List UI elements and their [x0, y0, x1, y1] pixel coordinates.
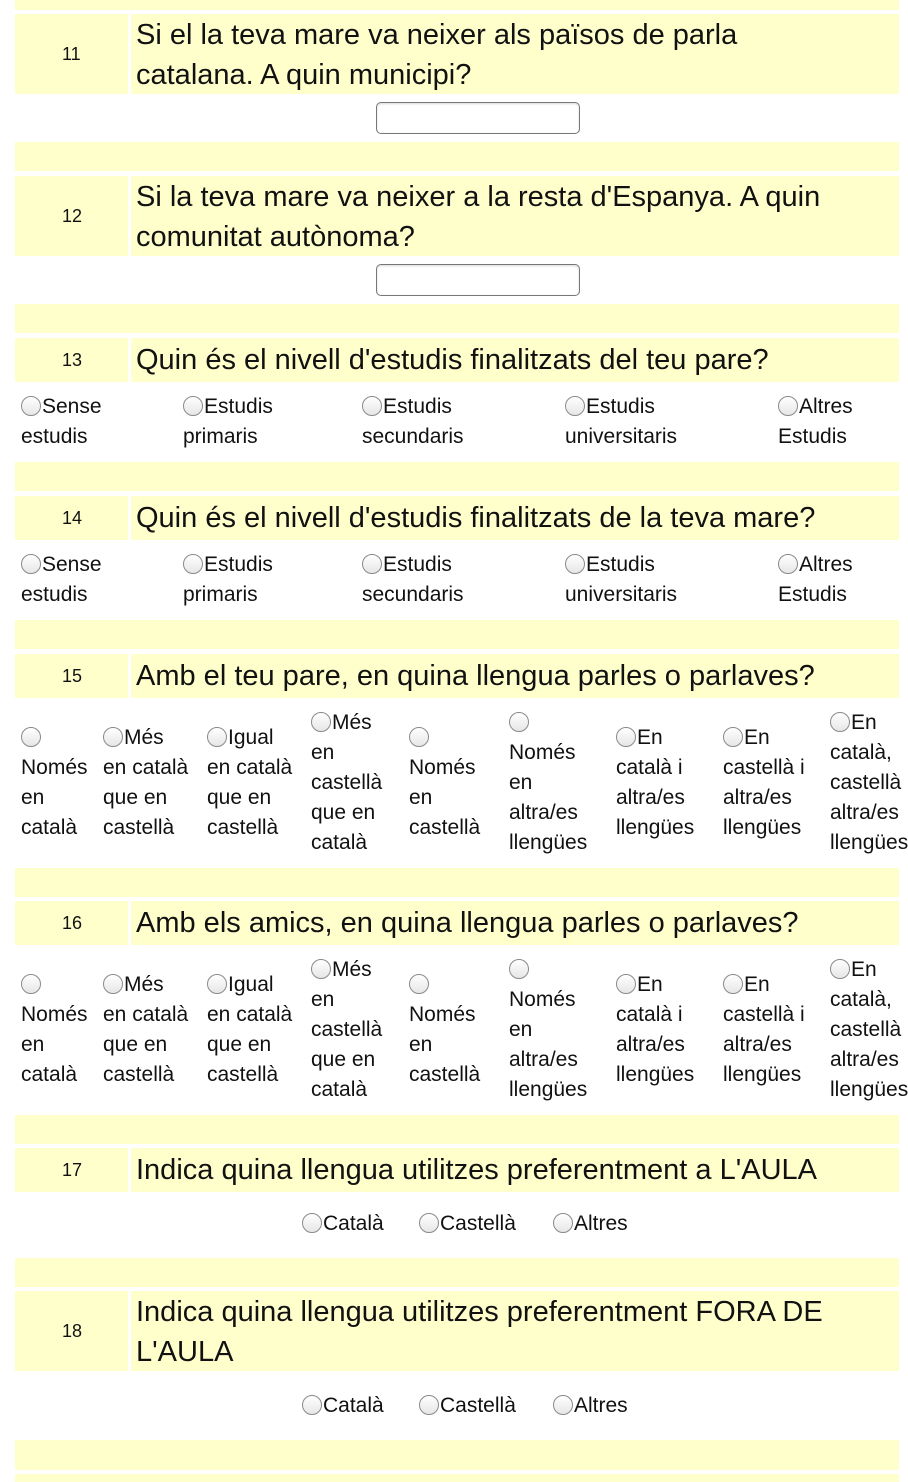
radio-button[interactable]: [103, 727, 123, 747]
question-row-18: [15, 1291, 899, 1371]
separator-band: [15, 1258, 899, 1287]
radio-button[interactable]: [21, 396, 41, 416]
radio-button[interactable]: [723, 727, 743, 747]
radio-button[interactable]: [21, 554, 41, 574]
option-catalan-spanish-other[interactable]: En català, castellà altra/es llengües: [830, 958, 908, 1101]
radio-button[interactable]: [362, 554, 382, 574]
radio-button[interactable]: [103, 974, 123, 994]
radio-button[interactable]: [21, 974, 41, 994]
radio-button[interactable]: [509, 959, 529, 979]
separator-band: [15, 0, 899, 10]
option-equal[interactable]: Igual en català que en castellà: [207, 726, 293, 839]
radio-button[interactable]: [509, 712, 529, 732]
radio-button[interactable]: [207, 727, 227, 747]
question-text: catalana. A quin municipi?: [136, 59, 472, 91]
question-number: 13: [62, 350, 83, 370]
option-only-catalan[interactable]: Només en català: [21, 970, 88, 1090]
question-text: Quin és el nivell d'estudis finalitzats de la teva mare?: [136, 502, 816, 534]
radio-button[interactable]: [553, 1213, 573, 1233]
question-number: 11: [62, 44, 81, 64]
option-only-spanish[interactable]: Només en castellà: [409, 723, 480, 843]
question-text: comunitat autònoma?: [136, 221, 415, 253]
radio-button[interactable]: [21, 727, 41, 747]
option-only-catalan[interactable]: Només en català: [21, 723, 88, 843]
radio-button[interactable]: [302, 1395, 322, 1415]
separator-band: [15, 868, 899, 897]
separator-band: [15, 462, 899, 491]
question-number: 12: [62, 206, 83, 226]
separator-band: [15, 304, 899, 333]
municipality-input[interactable]: [376, 102, 580, 134]
question-text: Si la teva mare va neixer a la resta d'Espanya. A quin: [136, 181, 821, 213]
option-catalan[interactable]: Català: [302, 1391, 384, 1421]
radio-button[interactable]: [553, 1395, 573, 1415]
option-spanish-and-other[interactable]: En castellà i altra/es llengües: [723, 726, 805, 839]
question-text: Indica quina llengua utilitzes preferentment a L'AULA: [136, 1154, 818, 1186]
option-spanish-and-other[interactable]: En castellà i altra/es llengües: [723, 973, 805, 1086]
question-text: Si el la teva mare va neixer als països de parla: [136, 19, 738, 51]
question-text: Indica quina llengua utilitzes preferentment FORA DE: [136, 1296, 823, 1328]
question-number: 14: [62, 508, 83, 528]
option-no-studies[interactable]: Sense estudis: [21, 553, 102, 606]
radio-button[interactable]: [409, 974, 429, 994]
question-number: 18: [62, 1321, 83, 1341]
radio-button[interactable]: [616, 727, 636, 747]
option-equal[interactable]: Igual en català que en castellà: [207, 973, 293, 1086]
separator-band: [15, 142, 899, 171]
radio-button[interactable]: [183, 554, 203, 574]
radio-button[interactable]: [302, 1213, 322, 1233]
separator-band: [15, 1474, 899, 1482]
radio-button[interactable]: [778, 396, 798, 416]
question-number: 15: [62, 666, 83, 686]
question-row-16: [15, 901, 899, 945]
option-other[interactable]: Altres: [553, 1209, 628, 1239]
radio-button[interactable]: [616, 974, 636, 994]
option-catalan-and-other[interactable]: En català i altra/es llengües: [616, 973, 695, 1086]
question-text: Amb els amics, en quina llengua parles o parlaves?: [136, 907, 799, 939]
radio-button[interactable]: [830, 712, 850, 732]
option-spanish[interactable]: Castellà: [419, 1209, 516, 1239]
radio-button[interactable]: [419, 1213, 439, 1233]
option-other[interactable]: Altres Estudis: [778, 395, 853, 448]
option-secondary[interactable]: Estudis secundaris: [362, 553, 464, 606]
separator-band: [15, 620, 899, 649]
question-text: Quin és el nivell d'estudis finalitzats del teu pare?: [136, 344, 769, 376]
option-primary[interactable]: Estudis primaris: [183, 395, 273, 448]
option-secondary[interactable]: Estudis secundaris: [362, 395, 464, 448]
option-spanish[interactable]: Castellà: [419, 1391, 516, 1421]
radio-button[interactable]: [311, 959, 331, 979]
question-row-15: [15, 654, 899, 698]
radio-button[interactable]: [723, 974, 743, 994]
separator-band: [15, 1440, 899, 1470]
radio-button[interactable]: [778, 554, 798, 574]
option-only-spanish[interactable]: Només en castellà: [409, 970, 480, 1090]
radio-button[interactable]: [183, 396, 203, 416]
radio-button[interactable]: [409, 727, 429, 747]
question-row-17: [15, 1148, 899, 1192]
option-catalan-spanish-other[interactable]: En català, castellà altra/es llengües: [830, 711, 908, 854]
separator-band: [15, 1115, 899, 1144]
option-university[interactable]: Estudis universitaris: [565, 553, 678, 606]
option-university[interactable]: Estudis universitaris: [565, 395, 678, 448]
radio-button[interactable]: [565, 554, 585, 574]
option-more-spanish[interactable]: Més en castellà que en català: [311, 711, 383, 854]
option-primary[interactable]: Estudis primaris: [183, 553, 273, 606]
option-catalan-and-other[interactable]: En català i altra/es llengües: [616, 726, 695, 839]
option-more-catalan[interactable]: Més en català que en castellà: [103, 726, 189, 839]
radio-button[interactable]: [830, 959, 850, 979]
option-other[interactable]: Altres Estudis: [778, 553, 853, 606]
radio-button[interactable]: [207, 974, 227, 994]
question-number: 16: [62, 913, 83, 933]
radio-button[interactable]: [311, 712, 331, 732]
autonomous-community-input[interactable]: [376, 264, 580, 296]
option-other[interactable]: Altres: [553, 1391, 628, 1421]
radio-button[interactable]: [565, 396, 585, 416]
question-row-14: [15, 496, 899, 540]
question-row-11: [15, 14, 899, 94]
option-catalan[interactable]: Català: [302, 1209, 384, 1239]
option-more-spanish[interactable]: Més en castellà que en català: [311, 958, 383, 1101]
radio-button[interactable]: [362, 396, 382, 416]
option-more-catalan[interactable]: Més en català que en castellà: [103, 973, 189, 1086]
radio-button[interactable]: [419, 1395, 439, 1415]
option-only-other[interactable]: Només en altra/es llengües: [509, 708, 587, 858]
option-only-other[interactable]: Només en altra/es llengües: [509, 955, 587, 1105]
question-row-13: [15, 338, 899, 382]
question-text: L'AULA: [136, 1336, 234, 1368]
option-no-studies[interactable]: Sense estudis: [21, 395, 102, 448]
question-number: 17: [62, 1160, 83, 1180]
question-text: Amb el teu pare, en quina llengua parles o parlaves?: [136, 660, 815, 692]
question-row-12: [15, 176, 899, 256]
